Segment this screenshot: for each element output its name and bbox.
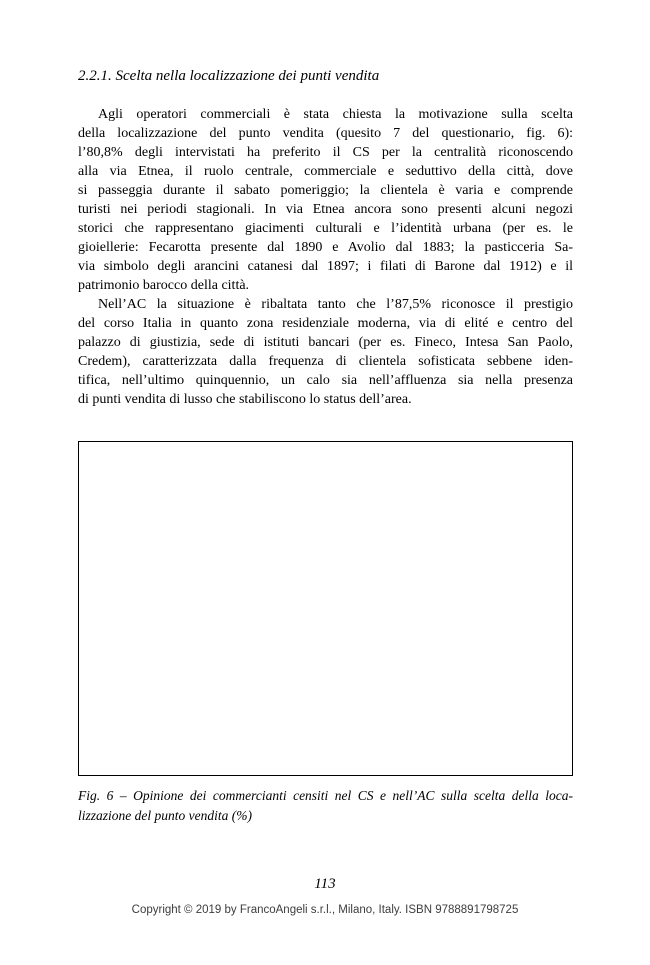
page-number: 113 [314, 876, 336, 892]
paragraph-line: via simbolo degli arancini catanesi dal 1897; i filati di Barone dal 1912) e il [78, 259, 573, 274]
text-column [78, 66, 573, 409]
paragraph-line: si passeggia durante il sabato pomeriggio; la clientela è varia e comprende [78, 183, 573, 198]
paragraph-line: l’80,8% degli intervistati ha preferito il CS per la centralità riconoscendo [78, 145, 573, 160]
body-paragraph-2 [78, 295, 573, 409]
figure-caption [78, 786, 573, 826]
paragraph-line: patrimonio barocco della città. [78, 278, 250, 293]
body-paragraph-1 [78, 105, 573, 295]
paragraph-line: del corso Italia in quanto zona residenziale moderna, via di elité e centro del [78, 316, 573, 331]
paragraph-line: Nell’AC la situazione è ribaltata tanto che l’87,5% riconosce il prestigio [98, 297, 573, 312]
paragraph-line: della localizzazione del punto vendita (quesito 7 del questionario, fig. 6): [78, 126, 573, 141]
caption-line: lizzazione del punto vendita (%) [78, 808, 252, 823]
figure-placeholder-box [78, 441, 573, 776]
paragraph-line: turisti nei periodi stagionali. In via Etnea ancora sono presenti alcuni negozi [78, 202, 573, 217]
paragraph-line: di punti vendita di lusso che stabiliscono lo status dell’area. [78, 392, 412, 407]
paragraph-line: palazzo di giustizia, sede di istituti bancari (per es. Fineco, Intesa San Paolo, [78, 335, 573, 350]
copyright-line: Copyright © 2019 by FrancoAngeli s.r.l., Milano, Italy. ISBN 9788891798725 [131, 904, 519, 916]
paragraph-line: tifica, nell’ultimo quinquennio, un calo sia nell’affluenza sia nella presenza [78, 373, 573, 388]
body-text [78, 105, 573, 409]
paragraph-line: alla via Etnea, il ruolo centrale, commerciale e seduttivo della città, dove [78, 164, 573, 179]
paragraph-line: Credem), caratterizzata dalla frequenza di clientela sofisticata sebbene iden- [78, 354, 573, 369]
paragraph-line: storici che rappresentano giacimenti culturali e l’identità urbana (per es. le [78, 221, 573, 236]
paragraph-line: gioiellerie: Fecarotta presente dal 1890 e Avolio dal 1883; la pasticceria Sa- [78, 240, 573, 255]
caption-line: Fig. 6 – Opinione dei commercianti censiti nel CS e nell’AC sulla scelta della loca- [78, 788, 573, 803]
paragraph-line: Agli operatori commerciali è stata chiesta la motivazione sulla scelta [98, 107, 573, 122]
section-heading: 2.2.1. Scelta nella localizzazione dei punti vendita [78, 68, 380, 84]
